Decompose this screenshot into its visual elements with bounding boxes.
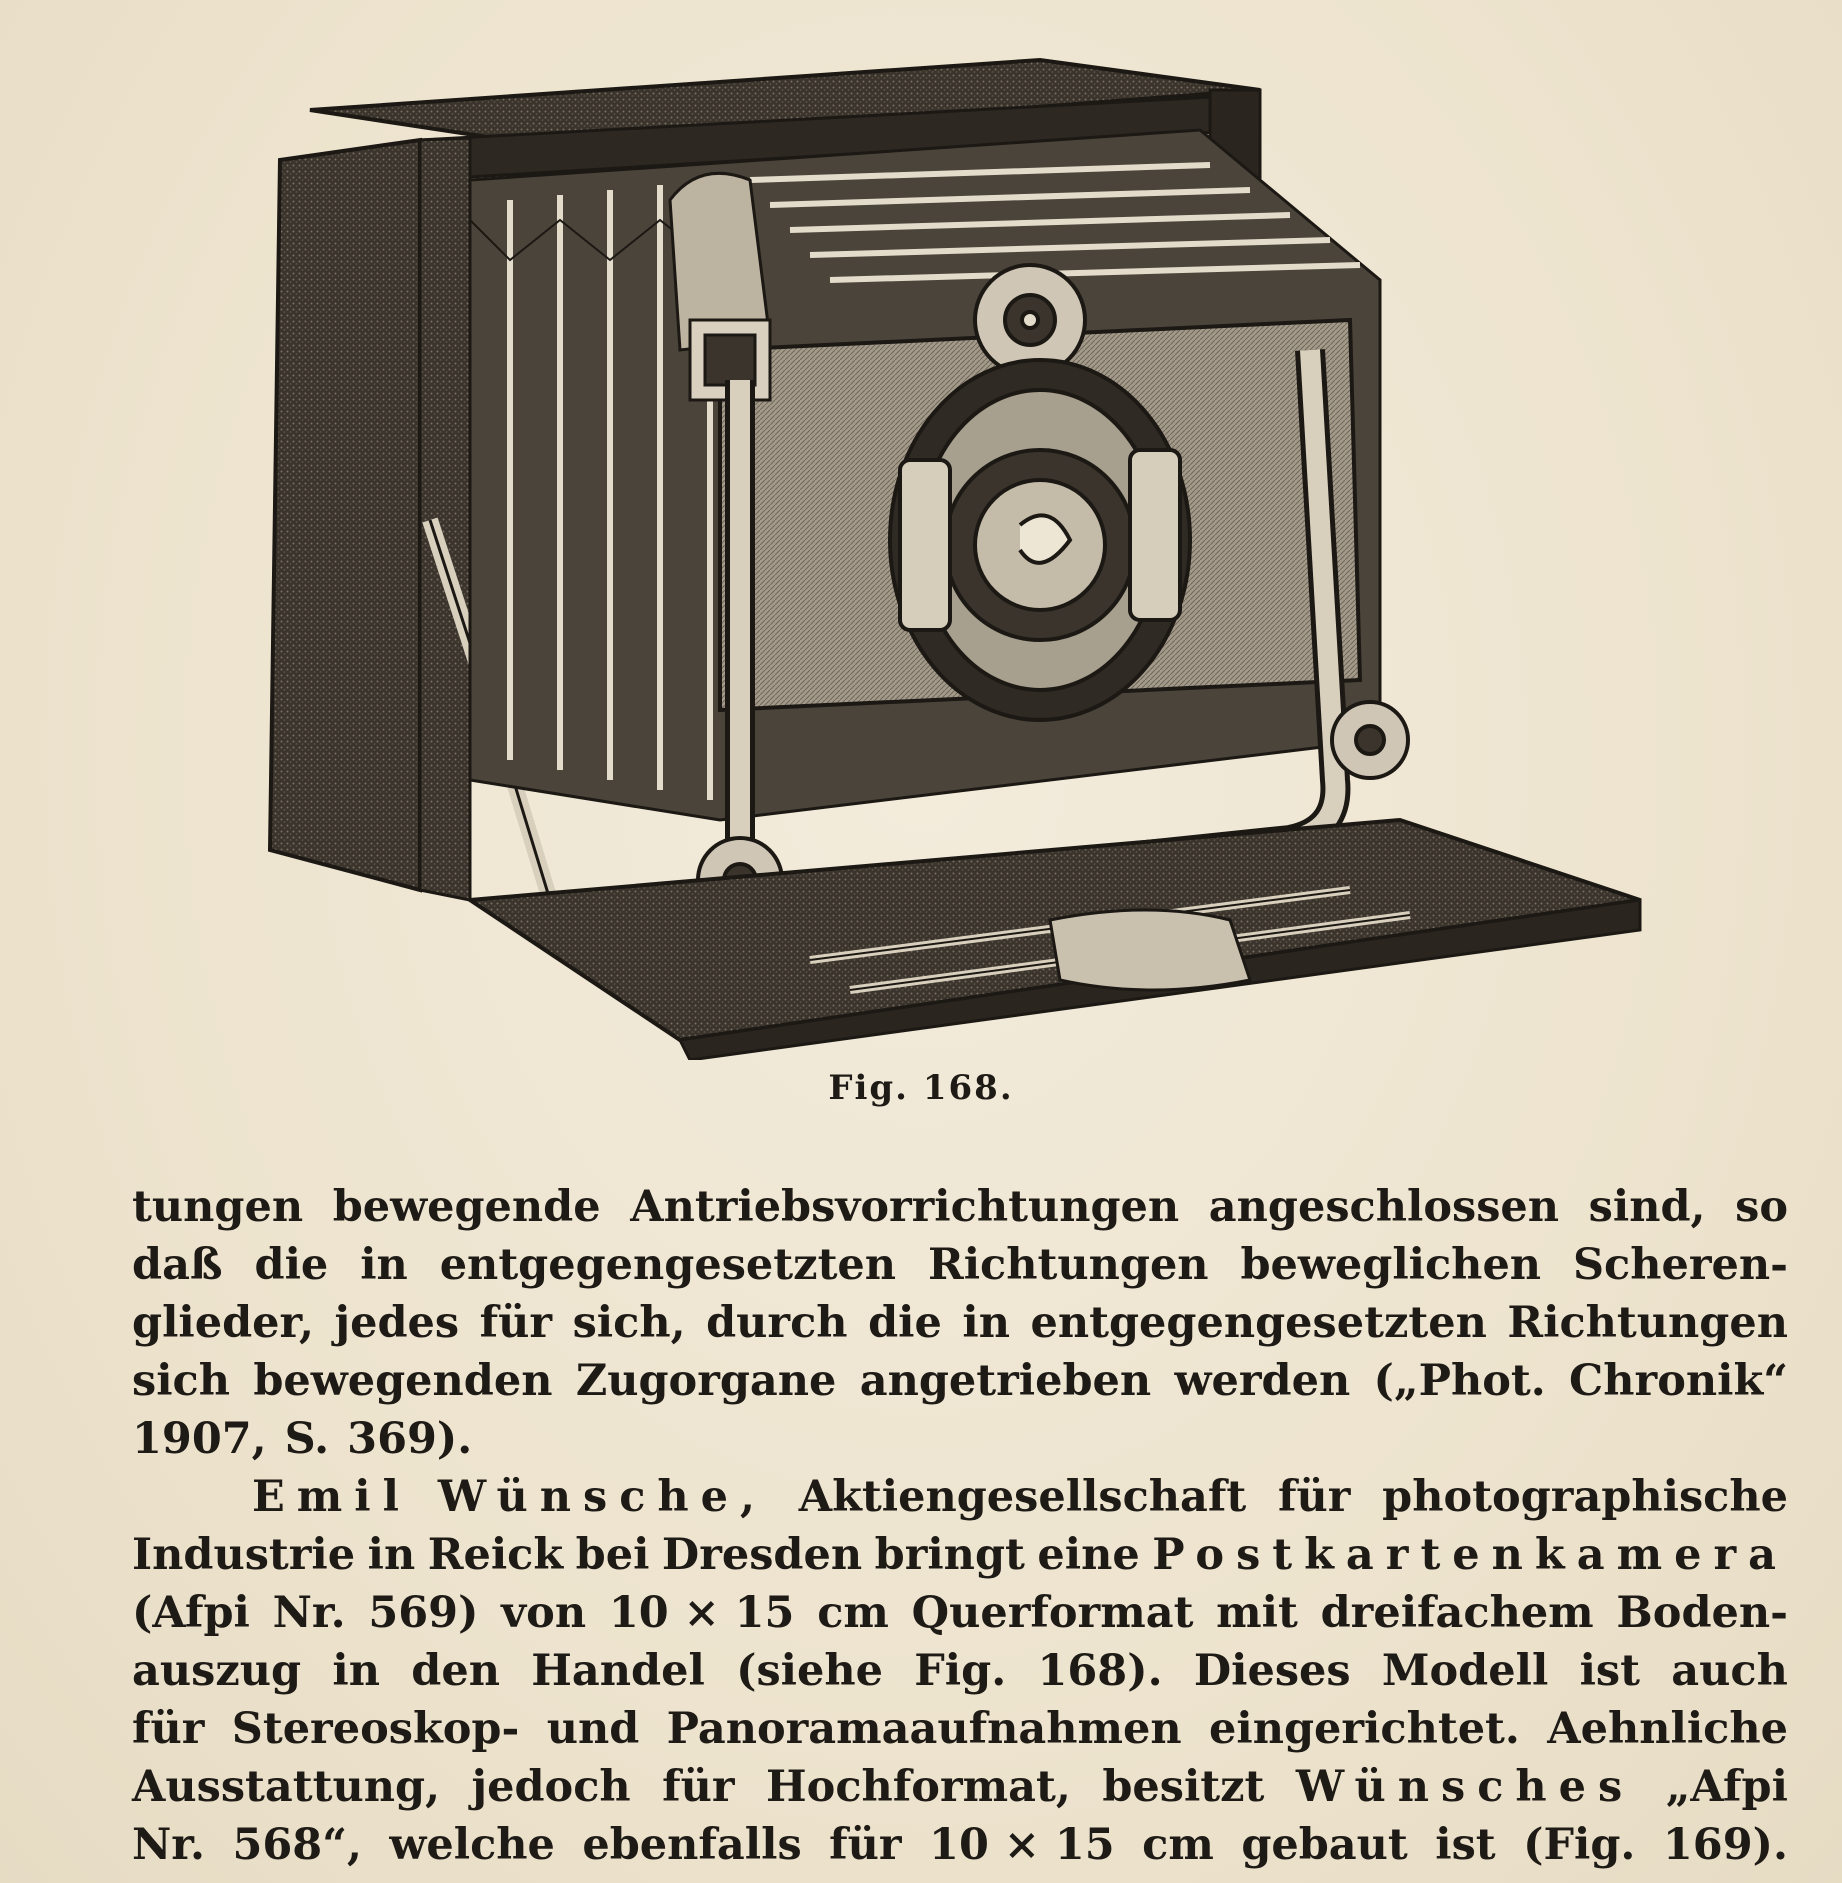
word: Hochformat, [766,1762,1071,1812]
word: Querformat [911,1588,1194,1638]
word: angeschlossen [1208,1182,1560,1232]
word: die [254,1240,329,1290]
word: 369). [347,1414,473,1464]
word: angetrieben [859,1356,1152,1406]
word: entgegengesetzten [1030,1298,1487,1348]
word: bewegende [332,1182,601,1232]
word: ist [1579,1646,1640,1696]
camera-illustration [250,20,1690,1060]
word: („Phot. [1373,1356,1546,1406]
word: Dresden [661,1530,863,1580]
word: (siehe [736,1646,883,1696]
word: den [411,1646,500,1696]
word: Aehnliche [1547,1704,1788,1754]
word: Emil Wünsche, [252,1472,767,1522]
word: eingerichtet. [1209,1704,1520,1754]
word: besitzt [1102,1762,1265,1812]
word: glieder, [132,1298,315,1348]
text-line [132,1236,1788,1294]
word: mit [1216,1588,1298,1638]
word: bei [575,1530,650,1580]
word: Richtungen [927,1240,1209,1290]
text-line [132,1700,1788,1758]
text-line [132,1526,1788,1584]
word: S. [284,1414,330,1464]
word: 568“, [232,1820,362,1870]
text-line [132,1352,1788,1410]
word: eine [1037,1530,1140,1580]
text-line [132,1294,1788,1352]
word: Boden- [1616,1588,1788,1638]
word: (Afpi [132,1588,250,1638]
word: Reick [427,1530,564,1580]
word: auch [1671,1646,1788,1696]
word: entgegengesetzten [439,1240,897,1290]
word: welche [389,1820,555,1870]
text-line [132,1178,1788,1236]
text-line [132,1816,1788,1874]
word: in [332,1646,380,1696]
word: 168). [1037,1646,1163,1696]
word: cm [817,1588,889,1638]
word: 10 × 15 [608,1588,795,1638]
word: Nr. [272,1588,346,1638]
word: daß [132,1240,223,1290]
word: Dieses [1193,1646,1351,1696]
word: jedes [334,1298,460,1348]
word: bewegenden [253,1356,553,1406]
word: Industrie [132,1530,356,1580]
word: ist [1435,1820,1496,1870]
figure-caption: Fig. 168. [828,1068,1014,1108]
word: cm [1142,1820,1214,1870]
word: Wünsches [1295,1762,1635,1812]
word: Stereoskop- [231,1704,520,1754]
word: beweglichen [1240,1240,1542,1290]
word: dreifachem [1320,1588,1594,1638]
word: Modell [1381,1646,1549,1696]
word: Chronik“ [1569,1356,1788,1406]
word: sich [132,1356,230,1406]
text-line [132,1410,1788,1468]
word: Scheren- [1572,1240,1788,1290]
word: in [360,1240,408,1290]
word: werden [1174,1356,1351,1406]
word: für [1278,1472,1351,1522]
word: sind, [1588,1182,1706,1232]
text-line [132,1468,1788,1526]
text-line [132,1758,1788,1816]
word: 1907, [132,1414,267,1464]
word: Postkartenkamera [1152,1530,1788,1580]
text-line [132,1642,1788,1700]
word: gebaut [1241,1820,1408,1870]
word: durch [706,1298,848,1348]
word: (Fig. [1523,1820,1636,1870]
word: für [479,1298,553,1348]
word: ebenfalls [582,1820,802,1870]
word: bringt [874,1530,1025,1580]
word: Handel [531,1646,705,1696]
word: sich, [572,1298,686,1348]
word: 569) [368,1588,479,1638]
word: und [546,1704,640,1754]
word: jedoch [471,1762,631,1812]
word: so [1735,1182,1788,1232]
word: von [501,1588,587,1638]
word: 169). [1662,1820,1788,1870]
word: „Afpi [1665,1762,1788,1812]
word: Zugorgane [575,1356,837,1406]
word: Ausstattung, [132,1762,441,1812]
word: in [367,1530,416,1580]
word: die [868,1298,942,1348]
word: auszug [132,1646,302,1696]
word: photographische [1382,1472,1788,1522]
word: Antriebsvorrichtungen [630,1182,1180,1232]
body-text [132,1178,1788,1874]
word: Fig. [914,1646,1007,1696]
word: Aktiengesellschaft [798,1472,1247,1522]
word: für [132,1704,205,1754]
word: 10 × 15 [929,1820,1115,1870]
word: tungen [132,1182,304,1232]
word: Richtungen [1507,1298,1788,1348]
word: Nr. [132,1820,205,1870]
word: für [829,1820,902,1870]
word: Panoramaaufnahmen [666,1704,1182,1754]
word: in [962,1298,1010,1348]
word: für [662,1762,735,1812]
text-line [132,1584,1788,1642]
